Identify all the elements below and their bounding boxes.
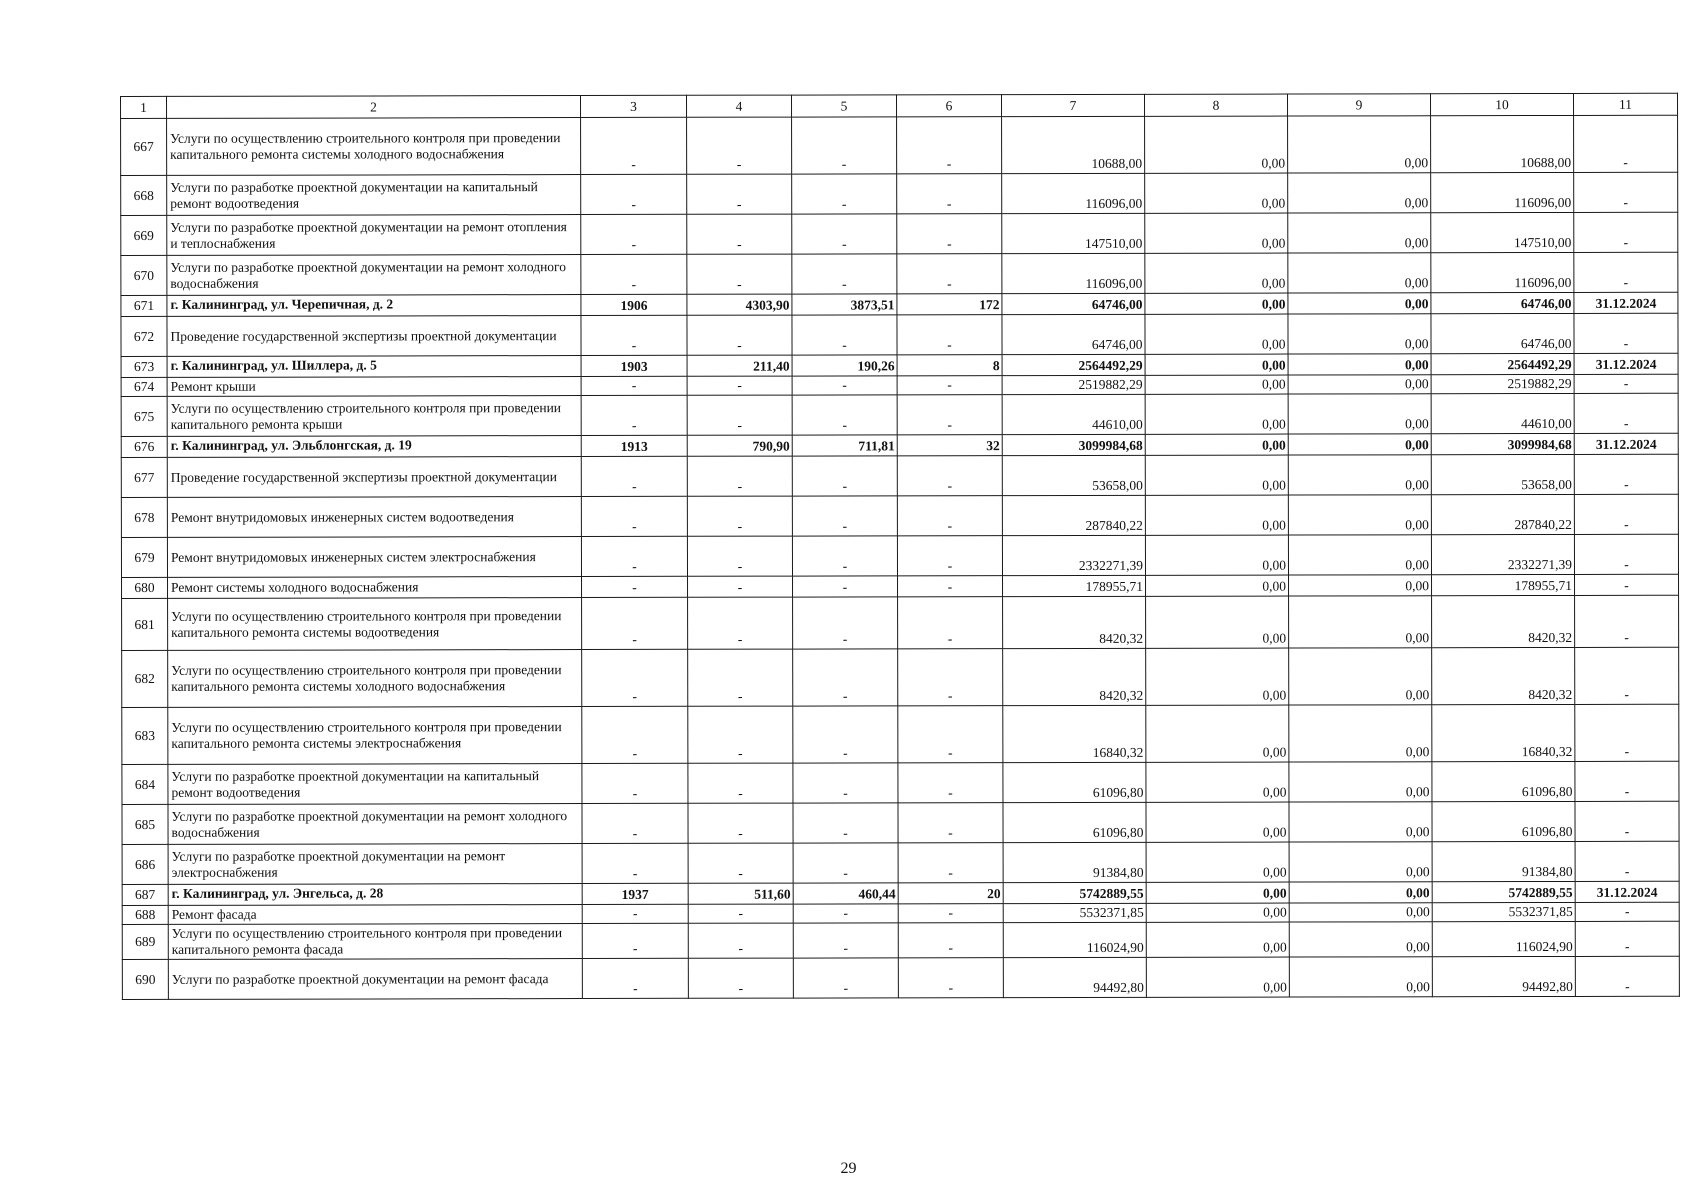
work-name: Услуги по разработке проектной документации на ремонт фасада: [168, 959, 582, 1000]
col-10-value: 64746,00: [1431, 292, 1574, 313]
col-11-deadline: -: [1574, 374, 1678, 393]
table-row: [122, 841, 1679, 884]
row-number: 667: [121, 118, 167, 175]
col-9-value: 0,00: [1289, 842, 1432, 882]
col-5-area: 711,81: [792, 435, 897, 456]
col-9-value: 0,00: [1288, 394, 1431, 434]
row-number: 668: [121, 175, 167, 215]
row-number: 682: [122, 650, 168, 707]
work-name: Ремонт внутридомовых инженерных систем водоотведения: [167, 497, 581, 538]
col-5-area: -: [793, 843, 898, 883]
col-3-year: -: [582, 958, 688, 998]
col-9-value: 0,00: [1288, 314, 1431, 354]
col-10-value: 2332271,39: [1431, 534, 1574, 574]
col-10-value: 2564492,29: [1431, 353, 1574, 374]
col-6-count: 20: [898, 883, 1003, 904]
col-11-deadline: -: [1574, 494, 1678, 534]
col-3-year: -: [581, 315, 687, 355]
col-7-total: 91384,80: [1003, 842, 1146, 882]
col-10-value: 116024,90: [1432, 921, 1575, 956]
col-9-value: 0,00: [1288, 495, 1431, 535]
col-5-area: -: [792, 456, 897, 496]
col-10-value: 178955,71: [1432, 574, 1575, 595]
row-number: 684: [122, 764, 168, 804]
col-10-value: 10688,00: [1431, 115, 1574, 172]
row-number: 681: [122, 598, 168, 650]
col-3-year: 1903: [581, 355, 687, 376]
col-3-year: -: [581, 496, 687, 536]
col-6-count: -: [898, 923, 1003, 958]
col-7-total: 94492,80: [1003, 957, 1146, 997]
col-11-deadline: 31.12.2024: [1574, 353, 1678, 374]
row-number: 676: [121, 436, 167, 457]
col-4-area: -: [688, 649, 793, 706]
col-9-value: 0,00: [1289, 957, 1432, 997]
col-4-area: -: [687, 496, 792, 536]
col-9-value: 0,00: [1288, 116, 1431, 173]
col-11-deadline: -: [1574, 212, 1678, 252]
col-10-value: 2519882,29: [1431, 374, 1574, 393]
col-10-value: 5532371,85: [1432, 902, 1575, 921]
col-10-value: 61096,80: [1432, 801, 1575, 841]
col-8-value: 0,00: [1146, 575, 1289, 596]
col-5-area: -: [793, 597, 898, 649]
col-7-total: 147510,00: [1002, 213, 1145, 253]
work-name: Услуги по разработке проектной документации на капитальный ремонт водоотведения: [167, 175, 581, 216]
col-11-deadline: -: [1575, 761, 1679, 801]
col-8-value: 0,00: [1146, 922, 1289, 957]
col-6-count: -: [897, 536, 1002, 576]
col-9-value: 0,00: [1288, 213, 1431, 253]
col-4-area: -: [688, 904, 793, 923]
col-8-value: 0,00: [1146, 762, 1289, 802]
col-8-value: 0,00: [1145, 314, 1288, 354]
col-4-area: -: [687, 214, 792, 254]
col-6-count: -: [897, 214, 1002, 254]
column-header: 3: [581, 95, 687, 117]
col-11-deadline: -: [1575, 921, 1679, 956]
row-number: 679: [121, 537, 167, 577]
col-3-year: -: [582, 904, 688, 923]
col-8-value: 0,00: [1145, 394, 1288, 434]
table-row: [121, 252, 1678, 295]
col-6-count: -: [897, 456, 1002, 496]
capital-repair-table: [120, 93, 1680, 1000]
col-5-area: -: [792, 174, 897, 214]
work-name: г. Калининград, ул. Шиллера, д. 5: [167, 356, 581, 378]
row-number: 685: [122, 804, 168, 844]
work-name: Услуги по разработке проектной документации на ремонт электроснабжения: [168, 844, 582, 885]
col-11-deadline: 31.12.2024: [1574, 292, 1678, 313]
col-9-value: 0,00: [1289, 903, 1432, 922]
row-number: 669: [121, 215, 167, 255]
col-11-deadline: -: [1574, 252, 1678, 292]
column-header: 11: [1573, 93, 1677, 115]
col-6-count: -: [898, 904, 1003, 923]
col-9-value: 0,00: [1289, 922, 1432, 957]
work-name: Услуги по разработке проектной документации на капитальный ремонт водоотведения: [168, 764, 582, 805]
col-3-year: -: [581, 395, 687, 435]
work-name: г. Калининград, ул. Энгельса, д. 28: [168, 884, 582, 906]
col-6-count: -: [897, 496, 1002, 536]
col-6-count: -: [897, 376, 1002, 395]
col-11-deadline: -: [1575, 841, 1679, 881]
work-name: Услуги по разработке проектной документации на ремонт холодного водоснабжения: [167, 255, 581, 296]
col-6-count: 8: [897, 355, 1002, 376]
col-11-deadline: -: [1574, 454, 1678, 494]
col-3-year: -: [581, 536, 687, 576]
col-3-year: -: [582, 706, 688, 763]
col-5-area: -: [792, 536, 897, 576]
column-header: 2: [167, 96, 581, 119]
col-3-year: -: [581, 117, 687, 174]
col-10-value: 64746,00: [1431, 313, 1574, 353]
col-9-value: 0,00: [1288, 455, 1431, 495]
col-5-area: -: [792, 315, 897, 355]
col-9-value: 0,00: [1288, 354, 1431, 375]
col-6-count: -: [898, 763, 1003, 803]
row-number: 675: [121, 396, 167, 436]
col-8-value: 0,00: [1146, 802, 1289, 842]
col-9-value: 0,00: [1289, 648, 1432, 705]
col-7-total: 287840,22: [1002, 495, 1145, 535]
col-5-area: -: [793, 576, 898, 597]
col-10-value: 91384,80: [1432, 841, 1575, 881]
col-9-value: 0,00: [1288, 535, 1431, 575]
table-row: [121, 172, 1678, 215]
col-7-total: 61096,80: [1003, 802, 1146, 842]
col-5-area: 460,44: [793, 883, 898, 904]
row-number: 680: [122, 577, 168, 598]
work-name: Ремонт крыши: [167, 377, 581, 397]
table-row: [121, 534, 1678, 577]
col-9-value: 0,00: [1289, 882, 1432, 903]
row-number: 690: [122, 959, 168, 999]
column-header: 5: [791, 95, 896, 117]
col-4-area: 4303,90: [687, 294, 792, 315]
col-9-value: 0,00: [1289, 762, 1432, 802]
col-4-area: -: [688, 763, 793, 803]
col-8-value: 0,00: [1145, 116, 1288, 173]
work-name: Услуги по осуществлению строительного контроля при проведении капитального ремонта системы электроснабжения: [168, 707, 582, 765]
col-4-area: -: [688, 923, 793, 958]
work-name: Услуги по разработке проектной документации на ремонт отопления и теплоснабжения: [167, 215, 581, 256]
col-8-value: 0,00: [1146, 705, 1289, 762]
col-8-value: 0,00: [1145, 293, 1288, 314]
col-10-value: 116096,00: [1431, 172, 1574, 212]
col-3-year: -: [581, 376, 687, 395]
col-5-area: 190,26: [792, 355, 897, 376]
col-5-area: -: [792, 214, 897, 254]
row-number: 672: [121, 316, 167, 356]
col-4-area: -: [687, 254, 792, 294]
col-5-area: -: [793, 923, 898, 958]
col-3-year: 1937: [582, 883, 688, 904]
col-11-deadline: -: [1575, 574, 1679, 595]
col-10-value: 8420,32: [1432, 647, 1575, 704]
col-7-total: 5742889,55: [1003, 882, 1146, 903]
col-8-value: 0,00: [1145, 173, 1288, 213]
col-7-total: 116096,00: [1002, 173, 1145, 213]
table-row: [121, 313, 1678, 356]
col-4-area: -: [687, 395, 792, 435]
col-8-value: 0,00: [1145, 375, 1288, 394]
column-header: 4: [686, 95, 791, 117]
table-row: [121, 494, 1678, 537]
col-4-area: -: [688, 597, 793, 649]
col-11-deadline: -: [1574, 534, 1678, 574]
table-row: [121, 212, 1678, 255]
col-3-year: -: [581, 214, 687, 254]
column-header: 7: [1001, 94, 1144, 116]
col-11-deadline: -: [1575, 956, 1679, 996]
col-7-total: 5532371,85: [1003, 903, 1146, 922]
work-name: Услуги по осуществлению строительного контроля при проведении капитального ремонта системы холодного водоснабжения: [167, 118, 581, 176]
row-number: 687: [122, 884, 168, 905]
col-7-total: 2564492,29: [1002, 354, 1145, 375]
col-10-value: 61096,80: [1432, 761, 1575, 801]
col-5-area: -: [792, 254, 897, 294]
col-8-value: 0,00: [1145, 495, 1288, 535]
col-5-area: -: [793, 706, 898, 763]
col-10-value: 147510,00: [1431, 212, 1574, 252]
col-3-year: -: [582, 923, 688, 958]
column-header: 9: [1287, 94, 1430, 116]
col-7-total: 2332271,39: [1002, 535, 1145, 575]
row-number: 678: [121, 497, 167, 537]
column-header: 10: [1430, 93, 1573, 115]
work-name: Проведение государственной экспертизы проектной документации: [167, 316, 581, 357]
col-4-area: 790,90: [687, 435, 792, 456]
col-11-deadline: -: [1575, 595, 1679, 647]
table-row: [122, 801, 1679, 844]
col-6-count: -: [898, 597, 1003, 649]
col-11-deadline: 31.12.2024: [1575, 881, 1679, 902]
col-10-value: 16840,32: [1432, 704, 1575, 761]
col-10-value: 116096,00: [1431, 252, 1574, 292]
col-3-year: 1906: [581, 294, 687, 315]
col-9-value: 0,00: [1288, 375, 1431, 394]
col-3-year: -: [581, 174, 687, 214]
work-name: Услуги по осуществлению строительного контроля при проведении капитального ремонта системы холодного водоснабжения: [168, 650, 582, 708]
col-4-area: -: [687, 456, 792, 496]
col-5-area: -: [792, 496, 897, 536]
table-row: [122, 921, 1679, 959]
col-3-year: -: [582, 649, 688, 706]
col-7-total: 61096,80: [1003, 762, 1146, 802]
col-7-total: 16840,32: [1003, 705, 1146, 762]
col-6-count: -: [897, 395, 1002, 435]
col-10-value: 287840,22: [1431, 494, 1574, 534]
col-4-area: -: [687, 376, 792, 395]
work-name: г. Калининград, ул. Эльблонгская, д. 19: [167, 436, 581, 458]
col-9-value: 0,00: [1288, 253, 1431, 293]
col-8-value: 0,00: [1145, 455, 1288, 495]
col-6-count: -: [897, 254, 1002, 294]
col-10-value: 53658,00: [1431, 454, 1574, 494]
col-8-value: 0,00: [1145, 213, 1288, 253]
col-7-total: 64746,00: [1002, 293, 1145, 314]
col-11-deadline: 31.12.2024: [1574, 433, 1678, 454]
column-header: 6: [896, 95, 1001, 117]
col-7-total: 10688,00: [1002, 116, 1145, 173]
col-7-total: 178955,71: [1003, 575, 1146, 596]
col-6-count: -: [898, 649, 1003, 706]
col-9-value: 0,00: [1288, 293, 1431, 314]
col-3-year: -: [582, 843, 688, 883]
col-6-count: -: [898, 576, 1003, 597]
row-number: 688: [122, 905, 168, 924]
table-row: [122, 647, 1679, 707]
col-5-area: -: [792, 117, 897, 174]
col-4-area: -: [688, 803, 793, 843]
col-11-deadline: -: [1574, 393, 1678, 433]
col-3-year: -: [582, 576, 688, 597]
column-header: 1: [121, 96, 167, 118]
table-row: [121, 454, 1678, 497]
col-6-count: -: [897, 174, 1002, 214]
col-5-area: 3873,51: [792, 294, 897, 315]
work-name: Ремонт внутридомовых инженерных систем электроснабжения: [167, 537, 581, 578]
col-7-total: 8420,32: [1003, 596, 1146, 648]
table-body: [121, 115, 1680, 999]
col-6-count: -: [898, 803, 1003, 843]
col-4-area: -: [688, 706, 793, 763]
col-5-area: -: [793, 958, 898, 998]
col-4-area: -: [687, 315, 792, 355]
work-name: Проведение государственной экспертизы проектной документации: [167, 457, 581, 498]
col-7-total: 3099984,68: [1002, 434, 1145, 455]
col-3-year: 1913: [581, 435, 687, 456]
col-10-value: 8420,32: [1432, 595, 1575, 647]
col-3-year: -: [581, 254, 687, 294]
col-11-deadline: -: [1574, 313, 1678, 353]
col-8-value: 0,00: [1145, 535, 1288, 575]
col-10-value: 3099984,68: [1431, 433, 1574, 454]
col-10-value: 94492,80: [1432, 956, 1575, 996]
col-8-value: 0,00: [1146, 842, 1289, 882]
col-6-count: -: [898, 958, 1003, 998]
table-row: [121, 393, 1678, 436]
work-name: Услуги по осуществлению строительного контроля при проведении капитального ремонта системы водоотведения: [168, 598, 582, 651]
col-5-area: -: [793, 904, 898, 923]
col-8-value: 0,00: [1146, 596, 1289, 648]
row-number: 689: [122, 924, 168, 959]
col-11-deadline: -: [1575, 801, 1679, 841]
col-11-deadline: -: [1574, 115, 1678, 172]
work-name: Услуги по разработке проектной документации на ремонт холодного водоснабжения: [168, 804, 582, 845]
work-name: Услуги по осуществлению строительного контроля при проведении капитального ремонта фасада: [168, 924, 582, 960]
col-7-total: 53658,00: [1002, 455, 1145, 495]
column-number-header-row: [121, 93, 1678, 118]
col-9-value: 0,00: [1288, 434, 1431, 455]
col-11-deadline: -: [1574, 172, 1678, 212]
col-7-total: 2519882,29: [1002, 375, 1145, 394]
col-6-count: 32: [897, 435, 1002, 456]
col-3-year: -: [581, 456, 687, 496]
col-6-count: 172: [897, 294, 1002, 315]
col-4-area: -: [687, 174, 792, 214]
col-6-count: -: [897, 315, 1002, 355]
col-8-value: 0,00: [1146, 882, 1289, 903]
row-number: 673: [121, 356, 167, 377]
col-7-total: 64746,00: [1002, 314, 1145, 354]
col-9-value: 0,00: [1289, 575, 1432, 596]
col-5-area: -: [792, 395, 897, 435]
col-7-total: 116024,90: [1003, 922, 1146, 957]
page-number: 29: [840, 1160, 857, 1177]
col-8-value: 0,00: [1146, 648, 1289, 705]
col-9-value: 0,00: [1289, 596, 1432, 648]
table-row: [122, 595, 1679, 650]
col-9-value: 0,00: [1289, 705, 1432, 762]
col-4-area: 511,60: [688, 883, 793, 904]
col-4-area: -: [687, 117, 792, 174]
col-10-value: 5742889,55: [1432, 881, 1575, 902]
col-5-area: -: [793, 803, 898, 843]
table-row: [122, 761, 1679, 804]
work-name: г. Калининград, ул. Черепичная, д. 2: [167, 295, 581, 317]
row-number: 677: [121, 457, 167, 497]
table-row: [122, 704, 1679, 764]
col-8-value: 0,00: [1145, 354, 1288, 375]
row-number: 674: [121, 377, 167, 396]
work-name: Ремонт системы холодного водоснабжения: [168, 577, 582, 599]
col-4-area: -: [688, 576, 793, 597]
col-4-area: -: [688, 843, 793, 883]
col-10-value: 44610,00: [1431, 393, 1574, 433]
row-number: 686: [122, 844, 168, 884]
col-3-year: -: [582, 597, 688, 649]
col-11-deadline: -: [1575, 647, 1679, 704]
table-row: [122, 956, 1679, 999]
col-3-year: -: [582, 803, 688, 843]
col-4-area: 211,40: [687, 355, 792, 376]
col-7-total: 8420,32: [1003, 648, 1146, 705]
col-7-total: 44610,00: [1002, 394, 1145, 434]
col-6-count: -: [897, 117, 1002, 174]
work-name: Ремонт фасада: [168, 905, 582, 925]
col-9-value: 0,00: [1288, 173, 1431, 213]
column-header: 8: [1144, 94, 1287, 116]
row-number: 671: [121, 295, 167, 316]
col-4-area: -: [687, 536, 792, 576]
col-9-value: 0,00: [1289, 802, 1432, 842]
col-6-count: -: [898, 843, 1003, 883]
work-name: Услуги по осуществлению строительного контроля при проведении капитального ремонта крыши: [167, 396, 581, 437]
row-number: 670: [121, 255, 167, 295]
col-5-area: -: [793, 763, 898, 803]
col-6-count: -: [898, 706, 1003, 763]
col-5-area: -: [793, 649, 898, 706]
col-11-deadline: -: [1575, 704, 1679, 761]
table-row: [121, 115, 1678, 175]
col-7-total: 116096,00: [1002, 253, 1145, 293]
col-5-area: -: [792, 376, 897, 395]
col-8-value: 0,00: [1145, 253, 1288, 293]
col-8-value: 0,00: [1146, 903, 1289, 922]
col-11-deadline: -: [1575, 902, 1679, 921]
col-3-year: -: [582, 763, 688, 803]
row-number: 683: [122, 707, 168, 764]
col-4-area: -: [688, 958, 793, 998]
col-8-value: 0,00: [1146, 957, 1289, 997]
col-8-value: 0,00: [1145, 434, 1288, 455]
